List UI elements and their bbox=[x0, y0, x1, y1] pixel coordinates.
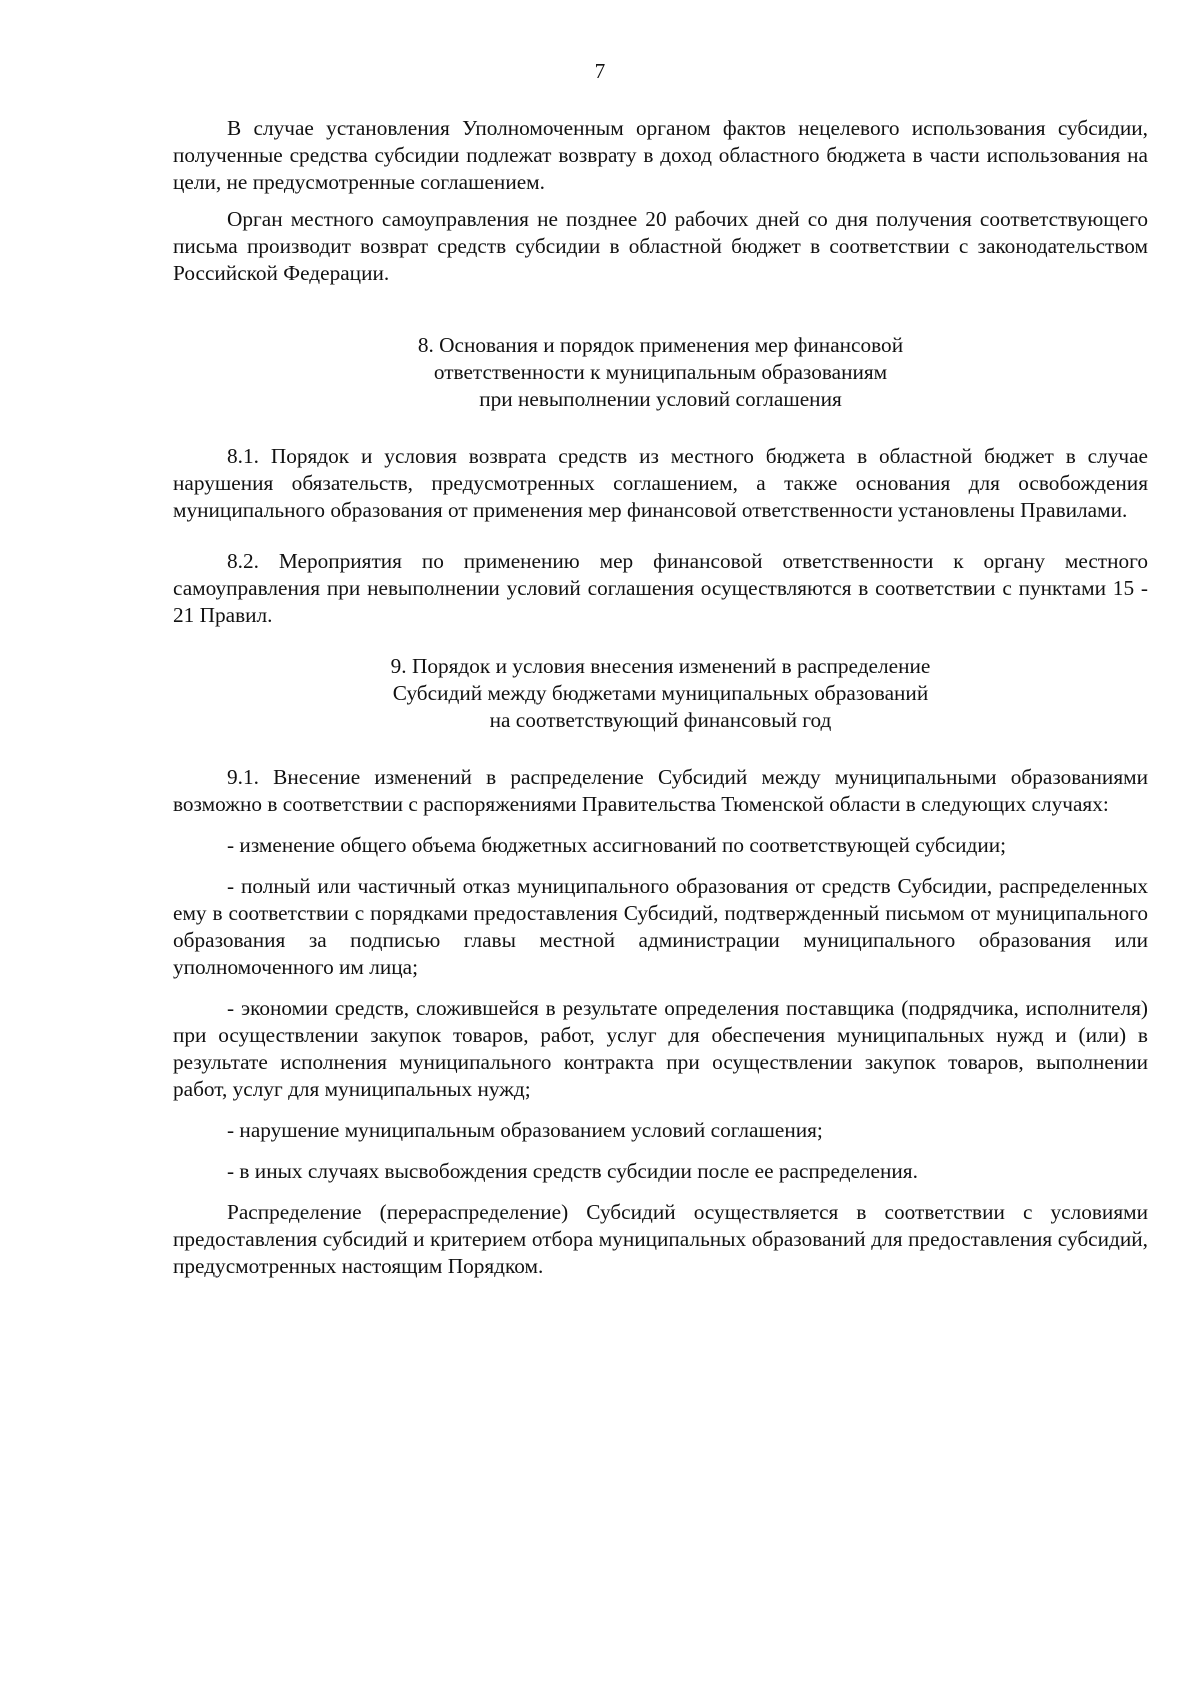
paragraph-redistribution: Распределение (перераспределение) Субсидий осуществляется в соответствии с условиями предоставления субсидий и критерием отбора муниципальных образований для предоставления субсидий, предусмотренных настоящим Порядком. bbox=[173, 1200, 1148, 1278]
section-9-heading-line-3: на соответствующий финансовый год bbox=[489, 708, 832, 732]
document-body bbox=[173, 115, 1148, 1280]
section-9-heading-line-2: Субсидий между бюджетами муниципальных образований bbox=[392, 681, 929, 705]
page-number: 7 bbox=[594, 59, 606, 83]
section-9-heading-line-1: 9. Порядок и условия внесения изменений в распределение bbox=[390, 654, 931, 678]
paragraph-8-1: 8.1. Порядок и условия возврата средств из местного бюджета в областной бюджет в случае нарушения обязательств, предусмотренных соглашением, а также основания для освобождения муниципального образования от применения мер финансовой ответственности установлены Правилами. bbox=[173, 444, 1148, 522]
paragraph-9-1: 9.1. Внесение изменений в распределение Субсидий между муниципальными образованиями возможно в соответствии с распоряжениями Правительства Тюменской области в следующих случаях: bbox=[173, 765, 1148, 816]
list-item: - в иных случаях высвобождения средств субсидии после ее распределения. bbox=[227, 1159, 918, 1183]
paragraph-return-deadline: Орган местного самоуправления не позднее 20 рабочих дней со дня получения соответствующего письма производит возврат средств субсидии в областной бюджет в соответствии с законодательством Российской Федерации. bbox=[173, 207, 1148, 285]
list-item: - экономии средств, сложившейся в результате определения поставщика (подрядчика, исполнителя) при осуществлении закупок товаров, работ, услуг для обеспечения муниципальных нужд и (или) в результате исполнения муниципального контракта при осуществлении закупок товаров, выполнении работ, услуг для муниципальных нужд; bbox=[173, 996, 1148, 1101]
section-8-heading bbox=[173, 332, 1148, 413]
paragraph-8-2: 8.2. Мероприятия по применению мер финансовой ответственности к органу местного самоуправления при невыполнении условий соглашения осуществляются в соответствии с пунктами 15 - 21 Правил. bbox=[173, 549, 1148, 627]
paragraph-misuse-return: В случае установления Уполномоченным органом фактов нецелевого использования субсидии, полученные средства субсидии подлежат возврату в доход областного бюджета в части использования на цели, не предусмотренные соглашением. bbox=[173, 116, 1148, 194]
section-8-heading-line-1: 8. Основания и порядок применения мер финансовой bbox=[417, 333, 904, 357]
list-item: - нарушение муниципальным образованием условий соглашения; bbox=[227, 1118, 823, 1142]
section-8-heading-line-3: при невыполнении условий соглашения bbox=[479, 387, 842, 411]
list-item: - изменение общего объема бюджетных ассигнований по соответствующей субсидии; bbox=[227, 833, 1007, 857]
section-8-heading-line-2: ответственности к муниципальным образованиям bbox=[433, 360, 888, 384]
section-9-heading bbox=[173, 653, 1148, 734]
list-item: - полный или частичный отказ муниципального образования от средств Субсидии, распределенных ему в соответствии с порядками предоставления Субсидий, подтвержденный письмом от муниципального образования за подписью главы местной администрации муниципального образования или уполномоченного им лица; bbox=[173, 874, 1148, 979]
